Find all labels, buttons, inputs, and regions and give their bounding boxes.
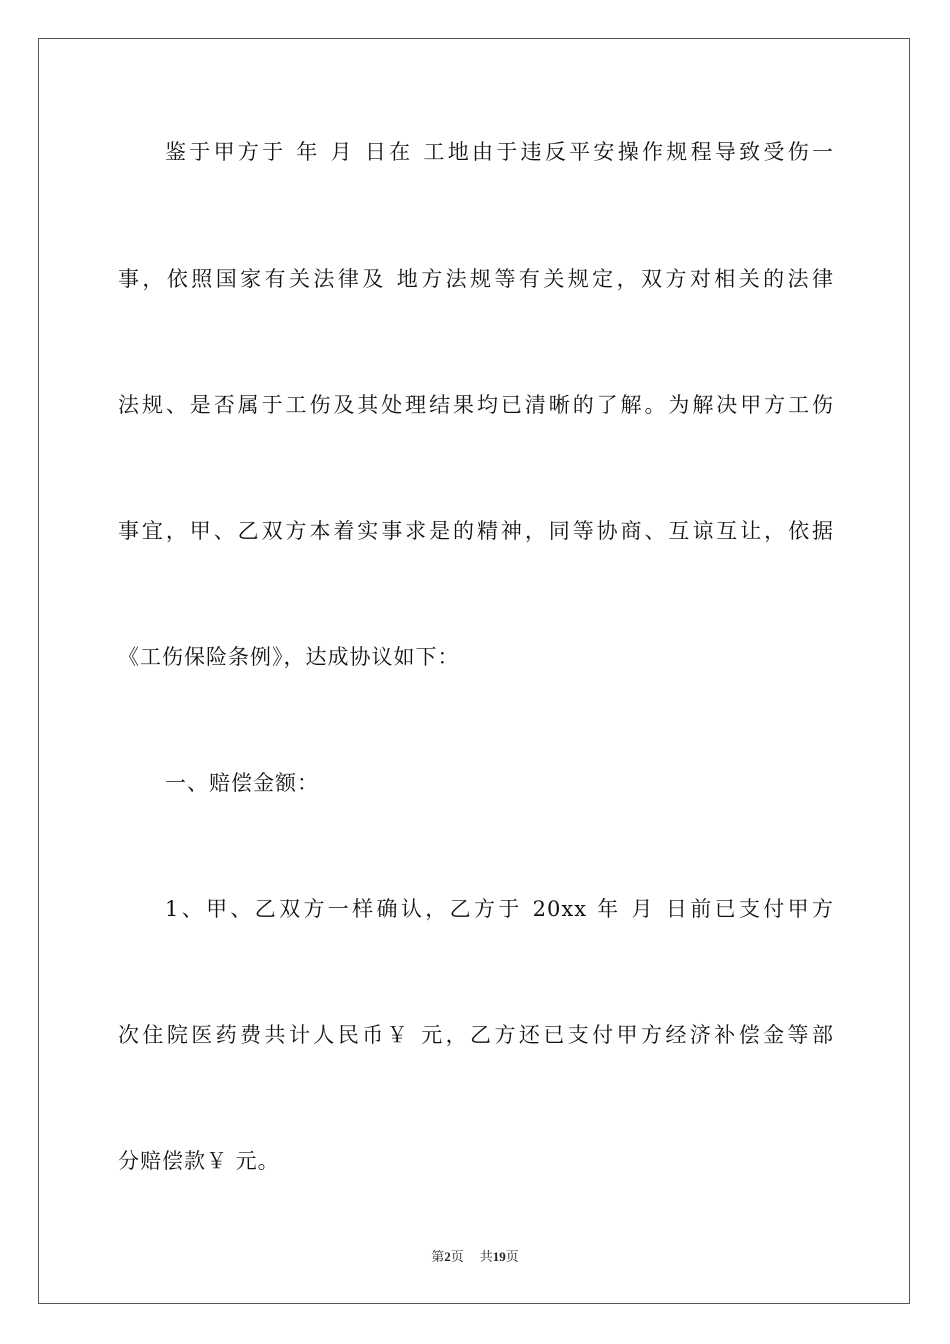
page-suffix: 页 [450,1249,464,1264]
paragraph-line-1: 鉴于甲方于 年 月 日在 工地由于违反平安操作规程导致受伤一 [165,140,834,164]
clause-1-line-1: 1、甲、乙双方一样确认，乙方于 20xx 年 月 日前已支付甲方 [165,897,834,921]
section-heading-compensation: 一、赔偿金额： [165,771,319,795]
total-prefix: 共 [479,1249,493,1264]
paragraph-line-4: 事宜，甲、乙双方本着实事求是的精神，同等协商、互谅互让，依据 [118,519,834,543]
page-footer [0,1248,950,1266]
paragraph-line-2: 事，依照国家有关法律及 地方法规等有关规定，双方对相关的法律 [118,267,834,291]
total-pages: 19 [492,1249,506,1264]
page-prefix: 第 [431,1249,445,1264]
page-number: 2 [444,1249,451,1264]
total-suffix: 页 [505,1249,519,1264]
paragraph-line-5: 《工伤保险条例》，达成协议如下： [118,645,460,669]
clause-1-line-3: 分赔偿款￥ 元。 [118,1149,280,1173]
paragraph-line-3: 法规、是否属于工伤及其处理结果均已清晰的了解。为解决甲方工伤 [118,393,834,417]
clause-1-line-2: 次住院医药费共计人民币￥ 元，乙方还已支付甲方经济补偿金等部 [118,1023,834,1047]
